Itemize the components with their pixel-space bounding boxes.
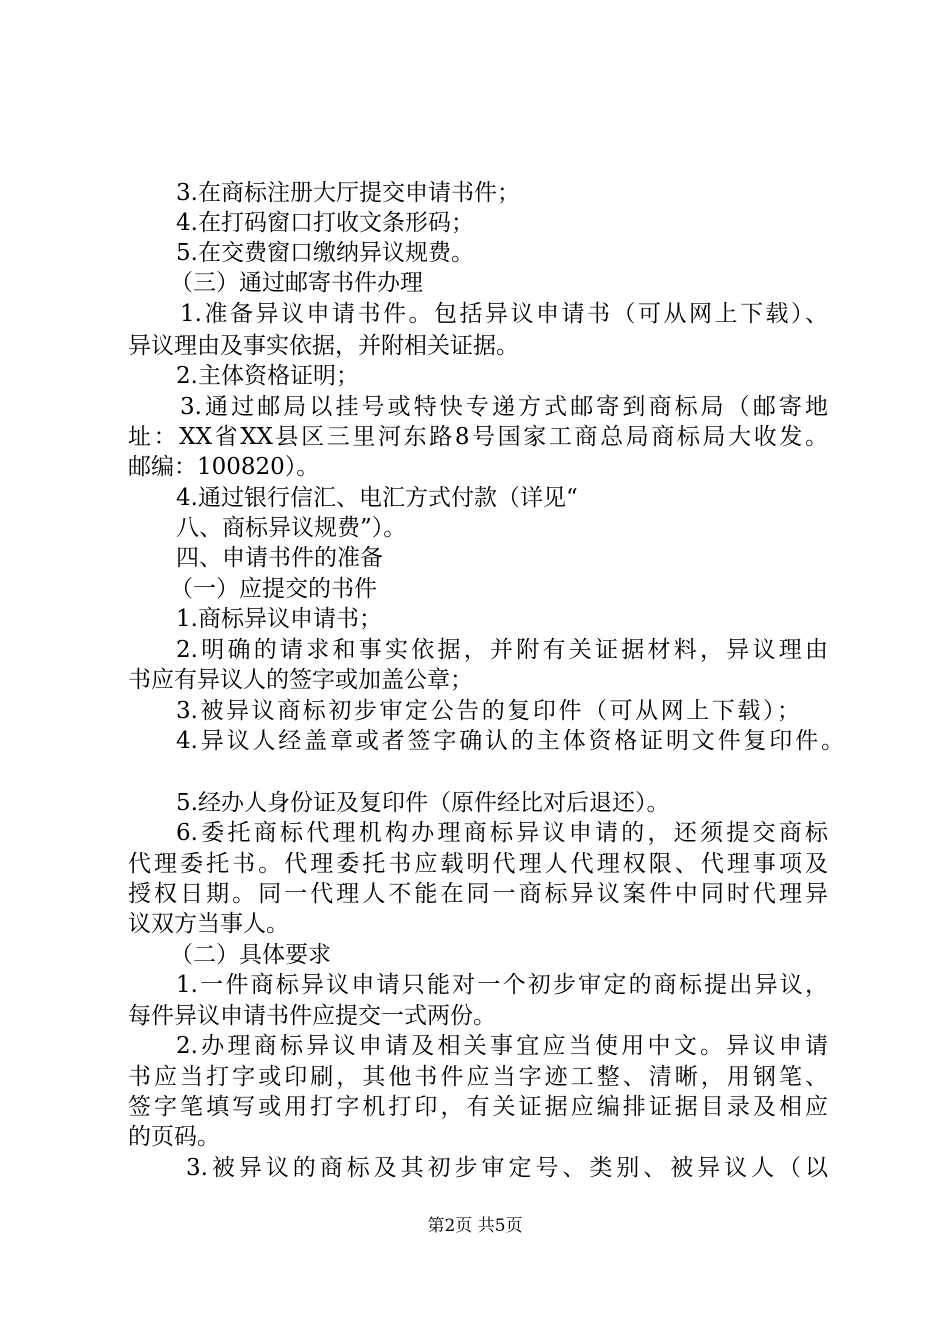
- paragraph-line: 5.在交费窗口缴纳异议规费。: [176, 240, 474, 266]
- paragraph-line: 3.在商标注册大厅提交申请书件；: [176, 180, 520, 206]
- paragraph-line: 6.委托商标代理机构办理商标异议申请的，还须提交商标: [176, 820, 828, 846]
- paragraph-line: 议双方当事人。: [128, 911, 289, 937]
- paragraph-line: 2.明确的请求和事实依据，并附有关证据材料，异议理由: [176, 637, 828, 663]
- section-heading: （三）通过邮寄书件办理: [170, 270, 423, 296]
- paragraph-line: 授权日期。同一代理人不能在同一商标异议案件中同时代理异: [128, 881, 828, 907]
- paragraph-line: 书应当打字或印刷，其他书件应当字迹工整、清晰，用钢笔、: [128, 1064, 828, 1090]
- paragraph-line: 2.主体资格证明；: [176, 363, 359, 389]
- paragraph-line: 异议理由及事实依据，并附相关证据。: [128, 333, 519, 359]
- page-footer: 第2页 共5页: [427, 1216, 523, 1236]
- paragraph-line: 邮编：100820）。: [128, 454, 320, 480]
- paragraph-line: 3.通过邮局以挂号或特快专递方式邮寄到商标局（邮寄地: [180, 394, 828, 420]
- paragraph-line: 每件异议申请书件应提交一式两份。: [128, 1003, 496, 1029]
- paragraph-line: 2.办理商标异议申请及相关事宜应当使用中文。异议申请: [176, 1033, 828, 1059]
- paragraph-line: 1.商标异议申请书；: [176, 606, 382, 632]
- paragraph-line: 3.被异议的商标及其初步审定号、类别、被异议人（以: [186, 1155, 828, 1181]
- paragraph-line: 1.准备异议申请书件。包括异议申请书（可从网上下载）、: [180, 301, 828, 327]
- paragraph-line: 书应有异议人的签字或加盖公章；: [128, 667, 473, 693]
- paragraph-line: 八、商标异议规费”）。: [176, 515, 407, 541]
- paragraph-line: 4.通过银行信汇、电汇方式付款（详见“: [176, 485, 578, 511]
- section-heading: （一）应提交的书件: [170, 576, 377, 602]
- paragraph-line: 5.经办人身份证及复印件（原件经比对后退还）。: [176, 790, 670, 816]
- section-heading: （二）具体要求: [170, 942, 331, 968]
- paragraph-line: 4.异议人经盖章或者签字确认的主体资格证明文件复印件。: [176, 728, 844, 754]
- paragraph-line: 的页码。: [128, 1124, 220, 1150]
- section-heading: 四、申请书件的准备: [176, 545, 383, 571]
- paragraph-line: 签字笔填写或用打字机打印，有关证据应编排证据目录及相应: [128, 1094, 828, 1120]
- paragraph-line: 1.一件商标异议申请只能对一个初步审定的商标提出异议，: [176, 972, 828, 998]
- paragraph-line: 址：XX省XX县区三里河东路8号国家工商总局商标局大收发。: [128, 424, 828, 450]
- paragraph-line: 4.在打码窗口打收文条形码；: [176, 210, 474, 236]
- paragraph-line: 3.被异议商标初步审定公告的复印件（可从网上下载）；: [176, 698, 800, 724]
- paragraph-line: 代理委托书。代理委托书应载明代理人代理权限、代理事项及: [128, 851, 828, 877]
